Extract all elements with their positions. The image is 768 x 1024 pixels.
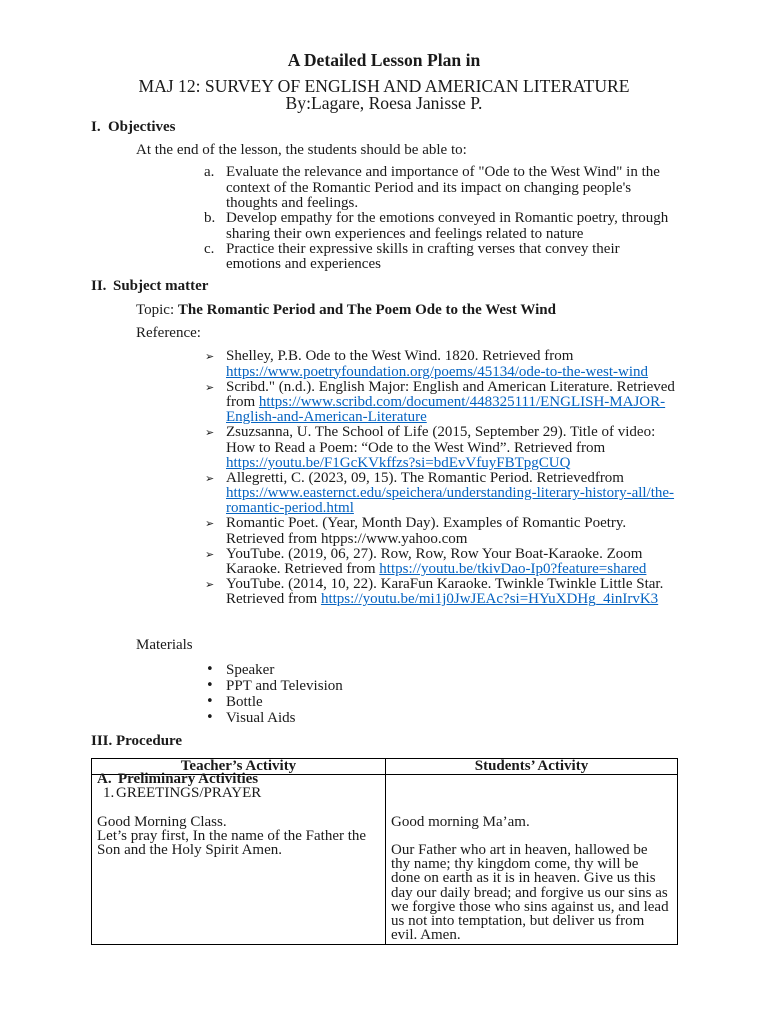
- reference-item: [205, 348, 675, 380]
- column-header-students: Students’ Activity: [474, 758, 589, 774]
- materials-label: Materials: [136, 637, 193, 654]
- reference-link[interactable]: romantic-period.html: [226, 500, 354, 517]
- teacher-line: Let’s pray first, In the name of the Father the: [97, 827, 367, 844]
- section-title: Subject matter: [113, 278, 209, 295]
- prayer-line: evil. Amen.: [391, 927, 461, 944]
- prayer-line: Our Father who art in heaven, hallowed be: [391, 841, 648, 858]
- objective-line: context of the Romantic Period and its impact on changing people's: [226, 179, 632, 196]
- reference-line: [226, 380, 675, 395]
- section-number: III.: [91, 733, 113, 750]
- column-header-teacher: Teacher’s Activity: [92, 759, 386, 774]
- objective-line: emotions and experiences: [226, 256, 381, 273]
- reference-line: [226, 365, 675, 380]
- reference-line: [226, 532, 675, 547]
- section-marker: A.: [97, 771, 112, 787]
- reference-line: [226, 395, 675, 410]
- material-text: Speaker: [226, 662, 275, 678]
- reference-link[interactable]: https://youtu.be/mi1j0JwJEAc?si=HYuXDHg_4inIrvK3: [320, 591, 659, 608]
- course-title: MAJ 12: SURVEY OF ENGLISH AND AMERICAN LITERATURE: [138, 76, 630, 96]
- reference-line: [226, 592, 675, 607]
- prayer-line: us not into temptation, but deliver us from: [391, 912, 645, 929]
- procedure-table: [91, 758, 678, 945]
- reference-line: [226, 501, 675, 516]
- reference-list: [205, 348, 675, 608]
- reference-item: [205, 469, 675, 517]
- material-text: Bottle: [226, 694, 263, 710]
- objective-marker: a.: [204, 164, 215, 181]
- objective-item: [204, 240, 668, 273]
- arrow-bullet-icon: ➢: [205, 471, 215, 485]
- section-title: [92, 772, 385, 786]
- section-number: I.: [91, 119, 101, 136]
- objectives-intro: At the end of the lesson, the students should be able to:: [136, 142, 467, 159]
- table-row: [92, 771, 677, 944]
- bullet-icon: •: [206, 662, 214, 677]
- reference-link[interactable]: https://youtu.be/tkivDao-Ip0?feature=shared: [379, 561, 647, 578]
- bullet-icon: •: [206, 710, 214, 725]
- reference-item: [205, 378, 675, 426]
- blank-line: [386, 829, 677, 843]
- reference-item: [205, 576, 675, 608]
- students-activity-cell: [386, 775, 677, 944]
- bullet-icon: •: [206, 678, 214, 693]
- objectives-list: [204, 164, 669, 273]
- reference-line: [226, 516, 675, 531]
- objectives-heading: [91, 120, 175, 135]
- reference-link[interactable]: https://www.poetryfoundation.org/poems/45134/ode-to-the-west-wind: [226, 363, 649, 380]
- blank-line: [386, 786, 677, 800]
- objective-line: Develop empathy for the emotions conveyed in Romantic poetry, through: [226, 210, 669, 227]
- material-item: [206, 678, 343, 694]
- prayer-line: done on earth as it is in heaven. Give us this: [391, 870, 656, 887]
- reference-text: Romantic Poet. (Year, Month Day). Examples of Romantic Poetry.: [226, 515, 627, 532]
- reference-line: [226, 410, 675, 425]
- bullet-icon: •: [206, 694, 214, 709]
- reference-link[interactable]: English-and-American-Literature: [226, 409, 427, 426]
- section-title: Procedure: [116, 733, 183, 750]
- document-title: A Detailed Lesson Plan in: [287, 50, 481, 70]
- author-line: By:Lagare, Roesa Janisse P.: [285, 93, 483, 113]
- teacher-line: Son and the Holy Spirit Amen.: [97, 841, 282, 858]
- reference-item: [205, 545, 675, 578]
- reference-item: [205, 424, 675, 471]
- reference-text: from: [226, 393, 259, 410]
- reference-line: [226, 441, 675, 456]
- reference-line: [226, 562, 675, 577]
- reference-text: Scribd." (n.d.). English Major: English and American Literature. Retrieved: [226, 378, 675, 395]
- arrow-bullet-icon: ➢: [205, 380, 215, 394]
- arrow-bullet-icon: ➢: [205, 350, 215, 364]
- section-label: Preliminary Activities: [118, 771, 259, 787]
- reference-item: [205, 515, 675, 547]
- reference-text: YouTube. (2014, 10, 22). KaraFun Karaoke. Twinkle Twinkle Little Star.: [226, 576, 664, 593]
- material-item: [206, 662, 343, 678]
- objective-line: sharing their own experiences and feelings related to nature: [226, 225, 584, 242]
- reference-line: [226, 577, 675, 592]
- reference-text: Allegretti, C. (2023, 09, 15). The Romantic Period. Retrievedfrom: [226, 469, 624, 486]
- blank-line: [386, 772, 677, 786]
- arrow-bullet-icon: ➢: [205, 547, 215, 561]
- reference-line: [226, 349, 675, 364]
- reference-link[interactable]: https://youtu.be/F1GcKVkffzs?si=bdEvVfuyFBTpgCUQ: [226, 454, 571, 471]
- material-item: [206, 694, 343, 710]
- reference-text: Zsuzsanna, U. The School of Life (2015, September 29). Title of video:: [226, 424, 656, 441]
- reference-line: [226, 456, 675, 471]
- step-marker: 1.: [103, 785, 115, 802]
- topic-text: The Romantic Period and The Poem Ode to the West Wind: [177, 302, 556, 319]
- reference-text: Karaoke. Retrieved from: [226, 561, 380, 578]
- section-number: II.: [91, 278, 107, 295]
- material-text: Visual Aids: [226, 710, 296, 726]
- blank-line: [386, 800, 677, 814]
- objective-item: [204, 210, 669, 242]
- prayer-line: thy name; thy kingdom come, thy will be: [391, 856, 639, 873]
- reference-text: Retrieved from htpps://www.yahoo.com: [226, 530, 468, 547]
- objective-line: Practice their expressive skills in crafting verses that convey their: [226, 240, 620, 257]
- subject-matter-heading: [91, 279, 208, 294]
- objective-line: thoughts and feelings.: [226, 194, 359, 211]
- materials-list: [206, 662, 343, 726]
- teacher-line: Good Morning Class.: [97, 813, 227, 830]
- reference-link[interactable]: https://www.scribd.com/document/448325111/ENGLISH-MAJOR-: [258, 393, 666, 410]
- reference-line: [226, 547, 675, 562]
- topic-label: Topic:: [136, 302, 175, 319]
- step-title: [92, 786, 385, 800]
- reference-text: Retrieved from: [226, 591, 321, 608]
- material-text: PPT and Television: [226, 678, 343, 694]
- prayer-line: we forgive those who sins against us, and lead: [391, 898, 669, 915]
- reference-text: How to Read a Poem: “Ode to the West Wind”. Retrieved from: [226, 439, 606, 456]
- arrow-bullet-icon: ➢: [205, 517, 215, 531]
- reference-text: YouTube. (2019, 06, 27). Row, Row, Row Your Boat-Karaoke. Zoom: [226, 545, 643, 562]
- reference-line: [226, 425, 675, 440]
- blank-line: [92, 800, 385, 814]
- objective-item: [204, 164, 668, 211]
- reference-link[interactable]: https://www.easternct.edu/speichera/understanding-literary-history-all/the-: [226, 485, 675, 502]
- reference-label: Reference:: [136, 325, 201, 342]
- reference-line: [226, 471, 675, 486]
- objective-line: Evaluate the relevance and importance of "Ode to the West Wind" in the: [226, 164, 660, 181]
- objective-marker: c.: [204, 240, 215, 257]
- section-title: Objectives: [108, 119, 176, 136]
- arrow-bullet-icon: ➢: [205, 578, 215, 592]
- material-item: [206, 710, 343, 726]
- procedure-heading: [91, 734, 182, 749]
- reference-line: [226, 486, 675, 501]
- step-label: GREETINGS/PRAYER: [116, 785, 262, 802]
- reference-text: Shelley, P.B. Ode to the West Wind. 1820. Retrieved from: [226, 348, 574, 365]
- student-greeting: Good morning Ma’am.: [391, 813, 530, 830]
- prayer-line: day our daily bread; and forgive us our sins as: [391, 884, 668, 901]
- teacher-activity-cell: [92, 771, 386, 944]
- topic-line: [136, 303, 556, 318]
- objective-marker: b.: [204, 210, 216, 227]
- arrow-bullet-icon: ➢: [205, 426, 215, 440]
